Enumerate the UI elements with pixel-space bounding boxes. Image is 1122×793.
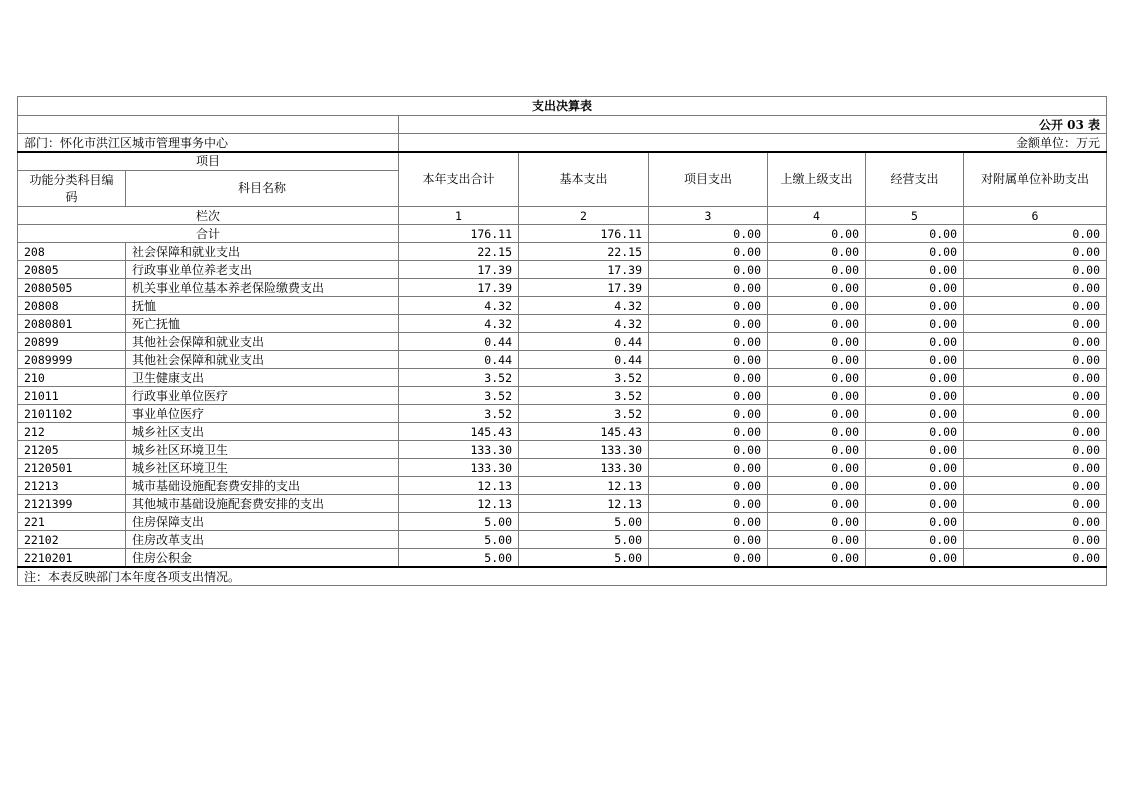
row-value: 3.52 <box>399 387 519 405</box>
row-name: 卫生健康支出 <box>126 369 399 387</box>
table-row <box>18 243 1107 261</box>
header-total: 本年支出合计 <box>399 152 519 207</box>
row-value: 0.00 <box>964 297 1107 315</box>
row-value: 0.00 <box>866 423 964 441</box>
row-value: 0.00 <box>866 243 964 261</box>
row-value: 0.00 <box>866 477 964 495</box>
row-value: 0.44 <box>399 351 519 369</box>
row-value: 0.00 <box>768 441 866 459</box>
row-value: 0.00 <box>649 369 768 387</box>
table-row <box>18 387 1107 405</box>
row-name: 城乡社区环境卫生 <box>126 441 399 459</box>
row-value: 133.30 <box>519 441 649 459</box>
total-value: 0.00 <box>866 225 964 243</box>
table-row <box>18 549 1107 568</box>
row-value: 3.52 <box>519 405 649 423</box>
row-code: 20899 <box>18 333 126 351</box>
row-value: 0.00 <box>866 549 964 568</box>
row-value: 4.32 <box>519 315 649 333</box>
row-value: 133.30 <box>519 459 649 477</box>
row-value: 0.00 <box>649 279 768 297</box>
row-name: 住房保障支出 <box>126 513 399 531</box>
expenditure-table <box>17 96 1107 586</box>
table-row <box>18 405 1107 423</box>
row-code: 22102 <box>18 531 126 549</box>
row-value: 0.44 <box>399 333 519 351</box>
table-row <box>18 315 1107 333</box>
row-value: 145.43 <box>399 423 519 441</box>
row-value: 5.00 <box>399 531 519 549</box>
row-value: 5.00 <box>399 549 519 568</box>
row-name: 住房改革支出 <box>126 531 399 549</box>
row-value: 0.00 <box>964 369 1107 387</box>
row-value: 0.00 <box>649 405 768 423</box>
row-name: 其他城市基础设施配套费安排的支出 <box>126 495 399 513</box>
row-value: 0.00 <box>964 243 1107 261</box>
row-value: 0.00 <box>649 441 768 459</box>
row-name: 事业单位医疗 <box>126 405 399 423</box>
row-code: 2121399 <box>18 495 126 513</box>
row-name: 社会保障和就业支出 <box>126 243 399 261</box>
row-code: 21205 <box>18 441 126 459</box>
row-value: 0.00 <box>964 459 1107 477</box>
row-code: 212 <box>18 423 126 441</box>
row-name: 城乡社区支出 <box>126 423 399 441</box>
footnote: 注：本表反映部门本年度各项支出情况。 <box>18 567 1107 586</box>
row-value: 12.13 <box>399 477 519 495</box>
row-value: 0.00 <box>768 369 866 387</box>
department-label: 部门：怀化市洪江区城市管理事务中心 <box>18 134 399 153</box>
row-name: 行政事业单位医疗 <box>126 387 399 405</box>
column-index: 5 <box>866 207 964 225</box>
row-value: 0.00 <box>649 387 768 405</box>
row-name: 抚恤 <box>126 297 399 315</box>
row-value: 12.13 <box>519 495 649 513</box>
row-value: 3.52 <box>519 387 649 405</box>
row-value: 5.00 <box>519 513 649 531</box>
row-value: 0.00 <box>649 531 768 549</box>
row-value: 4.32 <box>399 297 519 315</box>
unit-label: 金额单位：万元 <box>399 134 1107 153</box>
row-value: 0.00 <box>964 405 1107 423</box>
row-value: 0.00 <box>649 459 768 477</box>
row-value: 0.00 <box>866 279 964 297</box>
row-name: 死亡抚恤 <box>126 315 399 333</box>
row-value: 0.00 <box>964 351 1107 369</box>
row-value: 0.00 <box>768 495 866 513</box>
row-code: 2080505 <box>18 279 126 297</box>
row-value: 0.00 <box>964 279 1107 297</box>
header-project: 项目 <box>18 152 399 171</box>
header-basic: 基本支出 <box>519 152 649 207</box>
form-code: 公开 03 表 <box>399 116 1107 134</box>
row-value: 0.00 <box>768 279 866 297</box>
row-value: 0.00 <box>649 261 768 279</box>
row-code: 2089999 <box>18 351 126 369</box>
table-row <box>18 459 1107 477</box>
row-value: 0.00 <box>649 513 768 531</box>
row-value: 0.00 <box>768 477 866 495</box>
row-value: 0.00 <box>768 333 866 351</box>
row-value: 17.39 <box>399 279 519 297</box>
table-row <box>18 297 1107 315</box>
row-code: 210 <box>18 369 126 387</box>
header-business: 经营支出 <box>866 152 964 207</box>
row-name: 住房公积金 <box>126 549 399 568</box>
row-value: 0.00 <box>964 495 1107 513</box>
row-value: 0.00 <box>964 531 1107 549</box>
row-code: 2080801 <box>18 315 126 333</box>
row-code: 20808 <box>18 297 126 315</box>
row-code: 2101102 <box>18 405 126 423</box>
row-value: 0.00 <box>768 297 866 315</box>
row-value: 0.00 <box>649 549 768 568</box>
column-index-label: 栏次 <box>18 207 399 225</box>
header-name: 科目名称 <box>126 171 399 207</box>
row-value: 4.32 <box>519 297 649 315</box>
row-value: 4.32 <box>399 315 519 333</box>
table-row <box>18 333 1107 351</box>
column-index: 3 <box>649 207 768 225</box>
header-code: 功能分类科目编码 <box>18 171 126 207</box>
row-value: 3.52 <box>399 405 519 423</box>
row-value: 0.00 <box>866 513 964 531</box>
row-value: 0.00 <box>964 333 1107 351</box>
row-value: 0.00 <box>866 369 964 387</box>
row-value: 17.39 <box>519 279 649 297</box>
row-value: 0.00 <box>649 243 768 261</box>
table-row <box>18 477 1107 495</box>
row-value: 0.00 <box>866 405 964 423</box>
row-value: 12.13 <box>399 495 519 513</box>
row-value: 0.00 <box>964 513 1107 531</box>
row-value: 0.00 <box>964 441 1107 459</box>
row-value: 133.30 <box>399 441 519 459</box>
row-value: 0.00 <box>768 243 866 261</box>
row-value: 0.00 <box>768 459 866 477</box>
row-value: 0.00 <box>768 315 866 333</box>
row-code: 2120501 <box>18 459 126 477</box>
total-value: 0.00 <box>649 225 768 243</box>
table-row <box>18 369 1107 387</box>
row-value: 0.00 <box>768 549 866 568</box>
expenditure-report <box>17 96 1106 586</box>
row-name: 其他社会保障和就业支出 <box>126 333 399 351</box>
column-index: 2 <box>519 207 649 225</box>
total-value: 176.11 <box>399 225 519 243</box>
row-value: 0.00 <box>866 261 964 279</box>
row-value: 133.30 <box>399 459 519 477</box>
row-name: 行政事业单位养老支出 <box>126 261 399 279</box>
row-value: 22.15 <box>399 243 519 261</box>
row-value: 0.00 <box>649 315 768 333</box>
row-value: 22.15 <box>519 243 649 261</box>
row-value: 0.00 <box>866 495 964 513</box>
header-project-expenditure: 项目支出 <box>649 152 768 207</box>
row-code: 21011 <box>18 387 126 405</box>
table-row <box>18 513 1107 531</box>
row-value: 0.00 <box>768 513 866 531</box>
row-value: 0.00 <box>866 387 964 405</box>
row-name: 城乡社区环境卫生 <box>126 459 399 477</box>
row-value: 12.13 <box>519 477 649 495</box>
table-row <box>18 495 1107 513</box>
row-value: 0.00 <box>768 387 866 405</box>
row-code: 221 <box>18 513 126 531</box>
total-label: 合计 <box>18 225 399 243</box>
row-value: 0.00 <box>964 477 1107 495</box>
table-row <box>18 441 1107 459</box>
row-value: 0.00 <box>768 531 866 549</box>
table-row <box>18 531 1107 549</box>
row-value: 5.00 <box>519 531 649 549</box>
row-value: 0.00 <box>964 261 1107 279</box>
row-value: 0.00 <box>964 423 1107 441</box>
row-value: 0.00 <box>649 351 768 369</box>
row-value: 0.44 <box>519 351 649 369</box>
row-code: 208 <box>18 243 126 261</box>
column-index: 1 <box>399 207 519 225</box>
row-value: 0.00 <box>768 405 866 423</box>
row-value: 3.52 <box>519 369 649 387</box>
row-value: 0.00 <box>649 297 768 315</box>
blank-cell <box>18 116 399 134</box>
row-value: 0.00 <box>964 387 1107 405</box>
row-value: 0.00 <box>649 333 768 351</box>
row-value: 17.39 <box>519 261 649 279</box>
row-value: 0.00 <box>649 423 768 441</box>
row-value: 0.00 <box>649 495 768 513</box>
row-value: 0.00 <box>866 351 964 369</box>
row-value: 0.00 <box>649 477 768 495</box>
row-value: 0.44 <box>519 333 649 351</box>
row-value: 0.00 <box>964 315 1107 333</box>
row-value: 5.00 <box>399 513 519 531</box>
table-row <box>18 351 1107 369</box>
column-index: 4 <box>768 207 866 225</box>
row-value: 3.52 <box>399 369 519 387</box>
total-value: 0.00 <box>964 225 1107 243</box>
header-upper: 上缴上级支出 <box>768 152 866 207</box>
row-code: 20805 <box>18 261 126 279</box>
row-name: 城市基础设施配套费安排的支出 <box>126 477 399 495</box>
row-value: 145.43 <box>519 423 649 441</box>
row-name: 其他社会保障和就业支出 <box>126 351 399 369</box>
row-value: 0.00 <box>866 333 964 351</box>
total-value: 0.00 <box>768 225 866 243</box>
row-value: 0.00 <box>768 351 866 369</box>
row-value: 0.00 <box>866 459 964 477</box>
row-value: 17.39 <box>399 261 519 279</box>
row-name: 机关事业单位基本养老保险缴费支出 <box>126 279 399 297</box>
row-value: 5.00 <box>519 549 649 568</box>
row-value: 0.00 <box>866 531 964 549</box>
table-row <box>18 279 1107 297</box>
row-code: 2210201 <box>18 549 126 568</box>
row-value: 0.00 <box>768 423 866 441</box>
table-row <box>18 261 1107 279</box>
row-value: 0.00 <box>866 441 964 459</box>
row-value: 0.00 <box>866 315 964 333</box>
row-value: 0.00 <box>768 261 866 279</box>
row-value: 0.00 <box>964 549 1107 568</box>
column-index: 6 <box>964 207 1107 225</box>
total-value: 176.11 <box>519 225 649 243</box>
table-title: 支出决算表 <box>18 97 1107 116</box>
header-subsidiary: 对附属单位补助支出 <box>964 152 1107 207</box>
row-code: 21213 <box>18 477 126 495</box>
row-value: 0.00 <box>866 297 964 315</box>
table-row <box>18 423 1107 441</box>
